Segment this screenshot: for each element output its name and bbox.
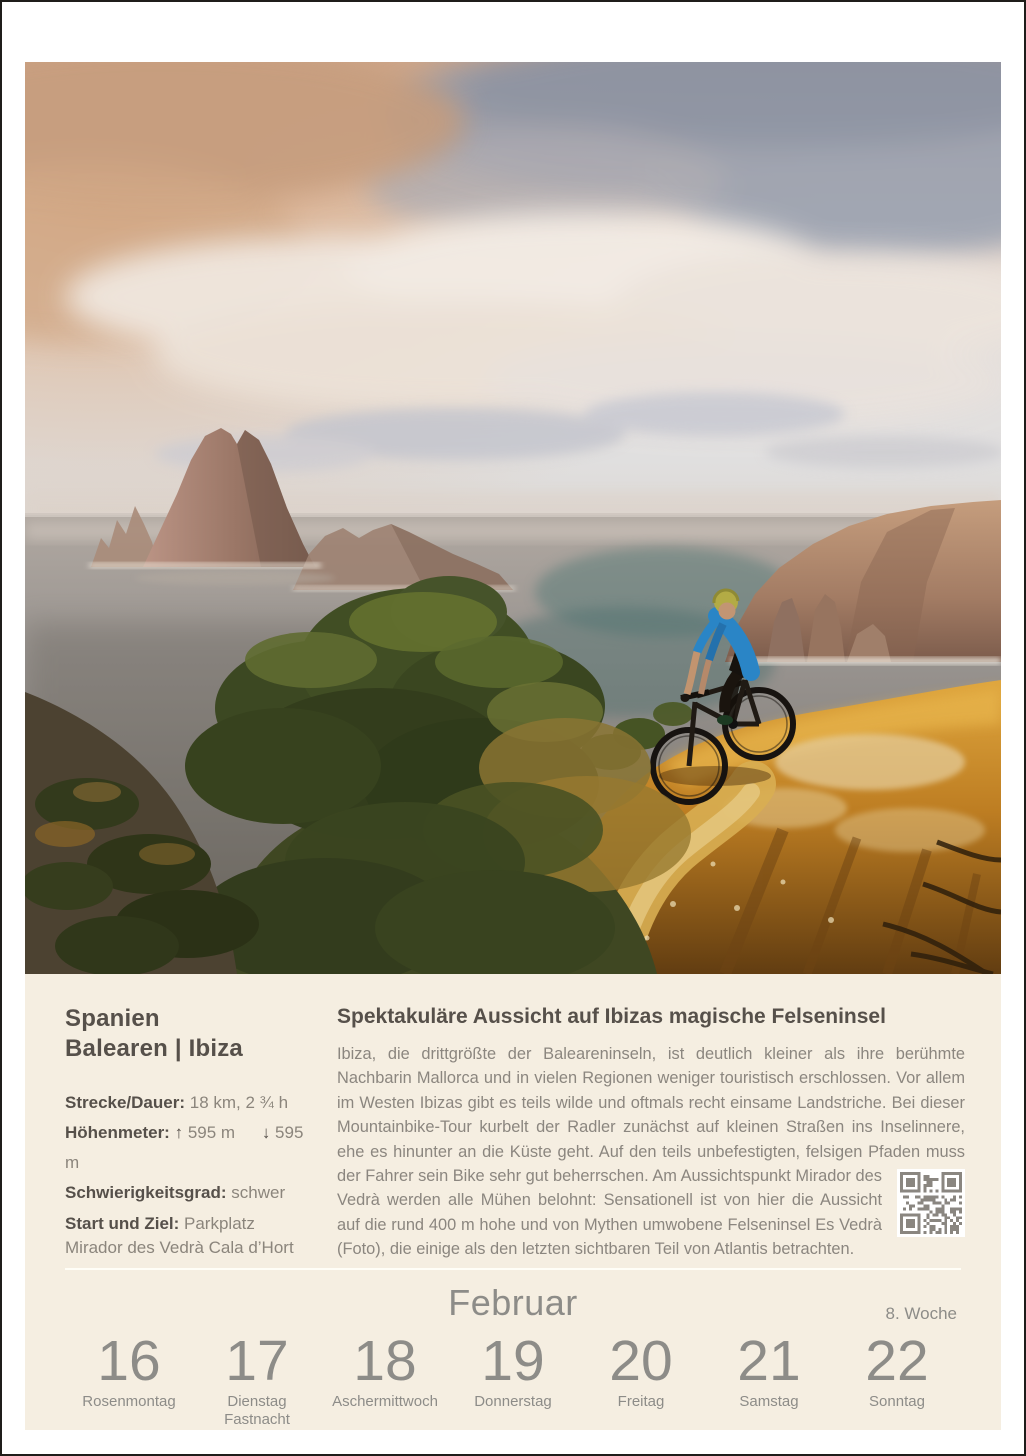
calendar-day [705, 1329, 833, 1429]
day-label: Rosenmontag [82, 1393, 176, 1410]
spec-difficulty-label: Schwierigkeitsgrad: [65, 1183, 227, 1202]
day-label: Sonntag [869, 1393, 925, 1410]
spec-elevation-up-value: 595 m [187, 1123, 236, 1142]
tour-photo [25, 62, 1001, 974]
day-label: Dienstag [227, 1393, 287, 1410]
spec-elevation [65, 1118, 311, 1178]
day-label-secondary: Fastnacht [224, 1411, 290, 1428]
down-arrow-icon: ↓ [261, 1123, 271, 1142]
spec-start [65, 1212, 311, 1260]
calendar-month: Februar [448, 1282, 578, 1323]
day-number: 16 [97, 1329, 161, 1393]
tour-facts-column [65, 1004, 337, 1262]
tour-country: Spanien [65, 1005, 160, 1032]
spec-elevation-label: Höhenmeter: [65, 1123, 170, 1142]
spec-difficulty-value: schwer [231, 1183, 286, 1202]
spec-difficulty [65, 1178, 311, 1208]
calendar-day [833, 1329, 961, 1429]
section-divider [65, 1268, 961, 1270]
day-number: 18 [353, 1329, 417, 1393]
spec-distance-value: 18 km, 2 ¾ h [189, 1093, 289, 1112]
spec-distance [65, 1088, 311, 1118]
day-label: Aschermittwoch [332, 1393, 438, 1410]
calendar-days [65, 1329, 961, 1429]
tour-location-heading [65, 1004, 311, 1064]
tour-region: Balearen | Ibiza [65, 1035, 243, 1062]
day-label: Freitag [617, 1393, 665, 1410]
content-panel [25, 62, 1001, 1430]
spec-start-label: Start und Ziel: [65, 1214, 180, 1233]
spec-elevation-down-value: 595 m [65, 1123, 304, 1172]
day-label: Samstag [739, 1393, 799, 1410]
up-arrow-icon: ↑ [174, 1123, 184, 1142]
calendar-day [577, 1329, 705, 1429]
day-label: Donnerstag [474, 1393, 552, 1410]
calendar-day [449, 1329, 577, 1429]
calendar-day [321, 1329, 449, 1429]
day-number: 17 [225, 1329, 289, 1393]
article-title: Spektakuläre Aussicht auf Ibizas magische Felseninsel [337, 1005, 886, 1028]
day-number: 19 [481, 1329, 545, 1393]
qr-code [897, 1169, 965, 1237]
tour-info-section [25, 974, 1001, 1262]
calendar-day [193, 1329, 321, 1429]
spec-distance-label: Strecke/Dauer: [65, 1093, 186, 1112]
sky [25, 62, 1001, 532]
article-body-start: Ibiza, die drittgrößte der Baleareninseln, ist deutlich kleiner als ihre berühmte Nachbarin Mallorca und in vielen Regionen weniger touristisch erschlossen. Vor allem im Westen Ibizas gibt es teils wilde und oftmals recht einsame Landstriche. Bei dieser Mountainbike-Tour kurbelt der Radler zunächst auf kleinen Straßen ins Inselinnere, ehe es hinunter an die Küste geht. Auf den teils unbefestigten, felsigen Pfaden muss der [337, 1045, 965, 1186]
day-number: 22 [865, 1329, 929, 1393]
calendar-week-label: 8. Woche [885, 1304, 957, 1323]
calendar-day [65, 1329, 193, 1429]
calendar-header [65, 1280, 961, 1328]
day-number: 21 [737, 1329, 801, 1393]
spec-start-value: Parkplatz Mirador des Vedrà Cala d’Hort [65, 1214, 294, 1257]
article-column [337, 1004, 965, 1262]
article-body [337, 1042, 965, 1262]
tour-specs [65, 1088, 311, 1260]
day-number: 20 [609, 1329, 673, 1393]
article-body-end: Fahrer sein Bike sehr gut beherrschen. Am Aussichtspunkt Mirador des Vedrà werden alle Mühen belohnt: Sensationell ist von hier die Aussicht auf die rund 400 m hohe und von Mythen umwobene Felseninsel Es Vedrà (Foto), die einige als den letzten sichtbaren Teil von Atlantis betrachten. [337, 1167, 882, 1259]
calendar-strip [65, 1280, 961, 1429]
